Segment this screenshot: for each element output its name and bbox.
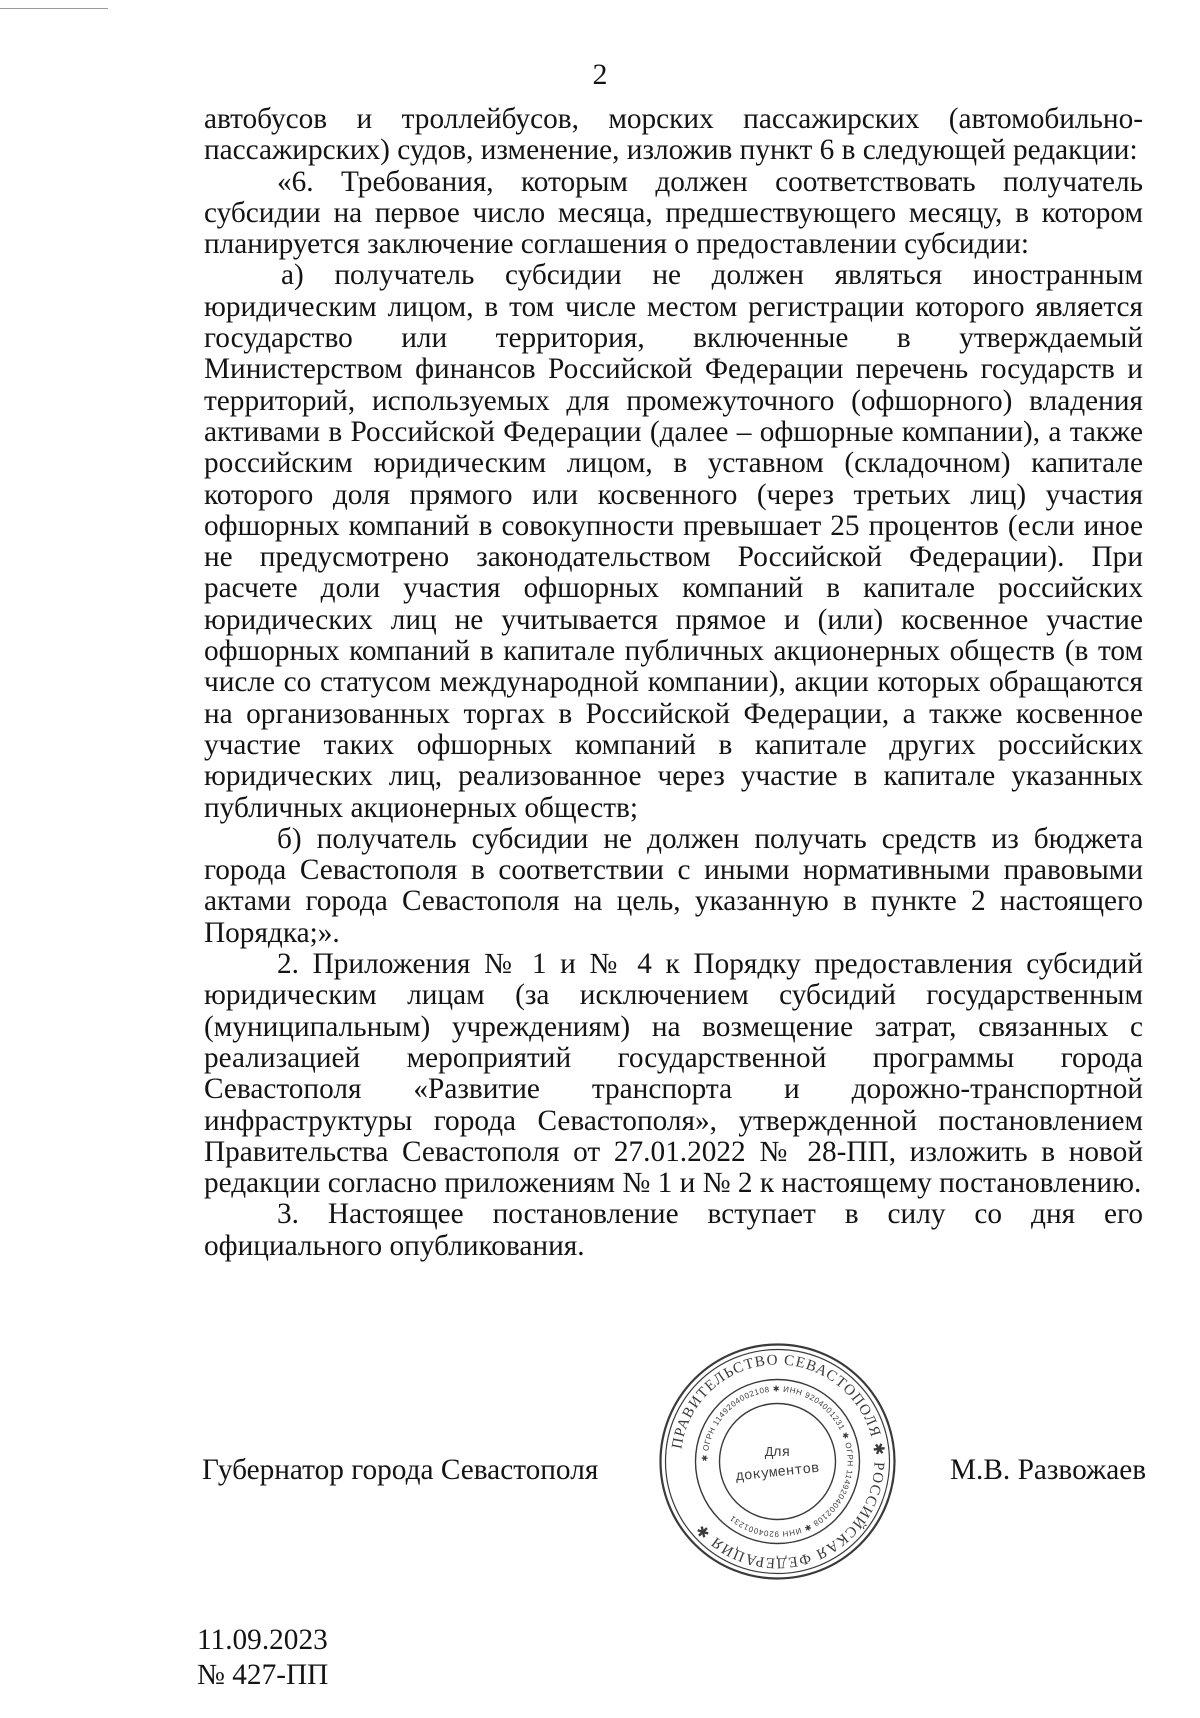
document-body [204,104,1143,1262]
seal-graphic [657,1341,898,1582]
svg-text:ПРАВИТЕЛЬСТВО СЕВАСТОПОЛЯ ✱ РО: ПРАВИТЕЛЬСТВО СЕВАСТОПОЛЯ ✱ РОССИЙСКАЯ ФЕДЕРАЦИЯ ✱ [669,1352,887,1571]
signatory-name: М.В. Развожаев [950,1454,1147,1486]
paragraph-subitem-a: а) получатель субсидии не должен являться иностранным юридическим лицом, в том числе местом регистрации которого является государство или территория, включенные в утверждаемый Министерством финансов Российской Федерации перечень государств и территорий, используемых для промежуточного (офшорного) владения активами в Российской Федерации (далее – офшорные компании), а также российским юридическим лицом, в уставном (складочном) капитале которого доля прямого или косвенного (через третьих лиц) участия офшорных компаний в совокупности превышает 25 процентов (если иное не предусмотрено законодательством Российской Федерации). При расчете доли участия офшорных компаний в капитале российских юридических лиц не учитывается прямое и (или) косвенное участие офшорных компаний в капитале публичных акционерных обществ (в том числе со статусом международной компании), акции которых обращаются на организованных торгах в Российской Федерации, а также косвенное участие таких офшорных компаний в капитале других российских юридических лиц, реализованное через участие в капитале указанных публичных акционерных обществ; [204,259,1143,824]
svg-text:Для: Для [764,1445,791,1461]
paragraph-item-6: «6. Требования, которым должен соответствовать получатель субсидии на первое число месяца, предшествующего месяцу, в котором планируется заключение соглашения о предоставлении субсидии: [204,165,1143,261]
scan-corner-line [0,8,108,9]
svg-text:✱ ОГРН 1149204002108 ✱ ИНН 920: ✱ ОГРН 1149204002108 ✱ ИНН 9204001231 ✱ ОГРН 1149204002108 ✱ ИНН 9204001231 [700,1384,855,1539]
paragraph-continuation: автобусов и троллейбусов, морских пассажирских (автомобильно-пассажирских) судов, изменение, изложив пункт 6 в следующей редакции: [204,103,1143,167]
page-number: 2 [592,58,608,91]
paragraph-point-2: 2. Приложения № 1 и № 4 к Порядку предоставления субсидий юридическим лицам (за исключением субсидий государственным (муниципальным) учреждениям) на возмещение затрат, связанных с реализацией мероприятий государственной программы города Севастополя «Развитие транспорта и дорожно-транспортной инфраструктуры города Севастополя», утвержденной постановлением Правительства Севастополя от 27.01.2022 № 28-ПП, изложить в новой редакции согласно приложениям № 1 и № 2 к настоящему постановлению. [204,948,1143,1200]
document-number: № 427-ПП [197,1659,329,1691]
paragraph-point-3: 3. Настоящее постановление вступает в силу со дня его официального опубликования. [204,1198,1143,1262]
paragraph-subitem-b: б) получатель субсидии не должен получать средств из бюджета города Севастополя в соответствии с иными нормативными правовыми актами города Севастополя на цель, указанную в пункте 2 настоящего Порядка;». [204,822,1143,949]
official-seal-stamp [657,1341,898,1582]
svg-text:документов: документов [734,1460,821,1486]
signatory-title: Губернатор города Севастополя [202,1454,599,1486]
document-date: 11.09.2023 [197,1624,328,1656]
